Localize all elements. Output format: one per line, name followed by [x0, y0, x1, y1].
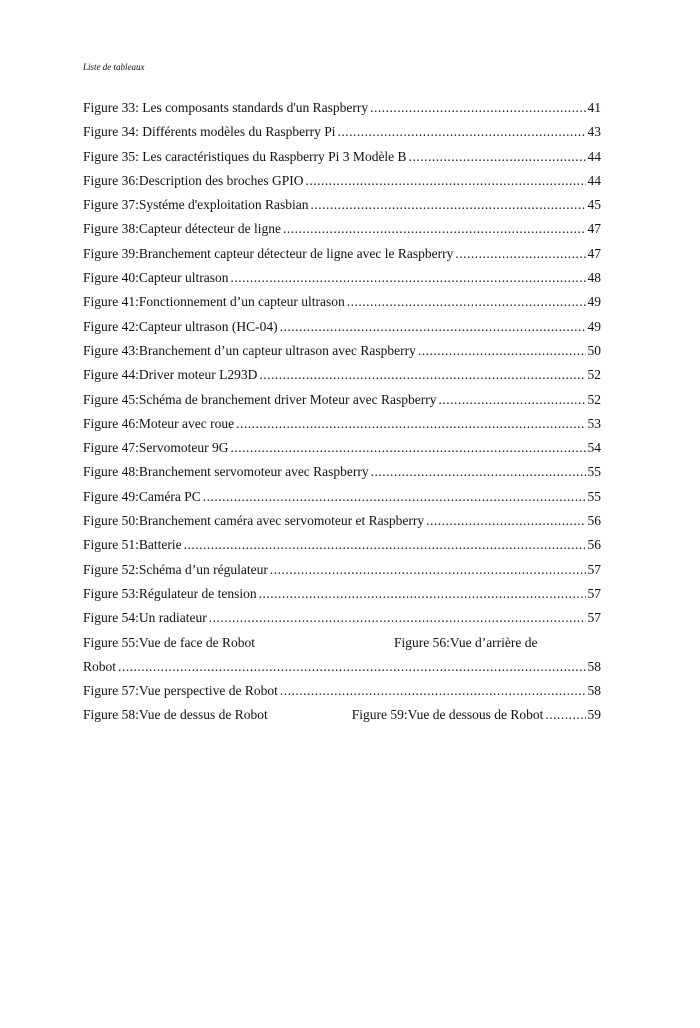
leader-dots [418, 343, 586, 359]
toc-entry-title: Figure 40:Capteur ultrason [83, 270, 229, 286]
toc-entry-title: Figure 57:Vue perspective de Robot [83, 683, 278, 699]
toc-entry-page: 49 [587, 294, 601, 310]
toc-entry[interactable] [83, 173, 601, 197]
toc-entry-page: 56 [587, 537, 601, 553]
toc-entry-title: Figure 48:Branchement servomoteur avec Raspberry [83, 464, 369, 480]
toc-entry[interactable] [83, 197, 601, 221]
toc-entry-title: Figure 45:Schéma de branchement driver Moteur avec Raspberry [83, 391, 437, 407]
toc-entry-page: 41 [587, 100, 601, 115]
leader-dots [305, 173, 585, 189]
toc-entry-title: Figure 55:Vue de face de Robot [83, 634, 256, 650]
toc-entry-page: 52 [587, 367, 601, 383]
leader-dots [259, 586, 586, 602]
toc-entry[interactable] [83, 562, 601, 586]
toc-entry-page: 47 [587, 245, 601, 261]
toc-entry-page: 57 [587, 585, 601, 601]
toc-entry[interactable] [83, 367, 601, 391]
toc-entry-title: Figure 47:Servomoteur 9G [83, 440, 229, 456]
toc-entry-title: Figure 37:Systéme d'exploitation Rasbian [83, 197, 309, 213]
toc-entry-page: 58 [587, 683, 601, 699]
toc-entry-page: 52 [587, 391, 601, 407]
toc-entry-title: Figure 43:Branchement d’un capteur ultrason avec Raspberry [83, 342, 416, 358]
leader-dots [280, 319, 586, 335]
toc-entry[interactable] [83, 294, 601, 318]
toc-entry[interactable] [83, 440, 601, 464]
leader-dots [270, 562, 586, 578]
toc-entry-page: 53 [587, 415, 601, 431]
toc-entry[interactable] [83, 392, 601, 416]
toc-entry-title: Figure 49:Caméra PC [83, 488, 201, 504]
toc-entry[interactable] [83, 270, 601, 294]
toc-entry[interactable] [83, 537, 601, 561]
toc-entry[interactable] [83, 246, 601, 270]
toc-entry-page: 57 [587, 610, 601, 626]
toc-entry-page: 49 [587, 318, 601, 334]
toc-entry-57[interactable] [83, 683, 601, 707]
leader-dots [426, 513, 585, 529]
leader-dots [259, 367, 585, 383]
leader-dots [230, 440, 585, 456]
toc-entry[interactable] [83, 416, 601, 440]
toc-entry-title: Figure 38:Capteur détecteur de ligne [83, 221, 281, 237]
page-header: Liste de tableaux [83, 62, 145, 72]
toc-entry[interactable] [83, 100, 601, 124]
toc-entry-title: Figure 50:Branchement caméra avec servomoteur et Raspberry [83, 513, 425, 529]
toc-entry-title: Figure 54:Un radiateur [83, 610, 207, 626]
leader-dots [280, 683, 586, 699]
toc-entry-title: Figure 53:Régulateur de tension [83, 585, 257, 601]
leader-dots [337, 124, 585, 140]
toc-entry-title: Figure 59:Vue de dessous de Robot [351, 707, 544, 723]
toc-entry[interactable] [83, 464, 601, 488]
toc-entry-title: Figure 46:Moteur avec roue [83, 415, 235, 431]
toc-entry-continuation[interactable] [83, 659, 601, 683]
toc-entry-page: 44 [587, 148, 601, 164]
toc-entry-title: Robot [83, 658, 117, 674]
toc-entry-page: 59 [587, 707, 601, 723]
toc-entry-55-56[interactable] [83, 635, 601, 659]
toc-entry-title: Figure 33: Les composants standards d'un Raspberry [83, 100, 369, 115]
toc-entry-title: Figure 34: Différents modèles du Raspberry Pi [83, 124, 336, 140]
toc-entry[interactable] [83, 319, 601, 343]
toc-entry-page: 56 [587, 513, 601, 529]
toc-entry[interactable] [83, 124, 601, 148]
leader-dots [455, 246, 585, 262]
toc-entry[interactable] [83, 513, 601, 537]
leader-dots [311, 197, 586, 213]
toc-entry[interactable] [83, 149, 601, 173]
leader-dots [184, 537, 586, 553]
toc-entry[interactable] [83, 586, 601, 610]
leader-dots [347, 294, 586, 310]
toc-entry-page: 44 [587, 172, 601, 188]
leader-dots [203, 489, 586, 505]
leader-dots [230, 270, 585, 286]
toc-entry-page: 55 [587, 464, 601, 480]
toc-entry-title: Figure 52:Schéma d’un régulateur [83, 561, 268, 577]
leader-dots [118, 659, 585, 675]
toc-entry-title: Figure 51:Batterie [83, 537, 182, 553]
toc-entry-title: Figure 41:Fonctionnement d’un capteur ultrason [83, 294, 345, 310]
toc-entry-title: Figure 56:Vue d’arrière de [394, 634, 538, 650]
toc-entry-58-59[interactable] [83, 707, 601, 731]
leader-dots [439, 392, 586, 408]
toc-entry-title: Figure 35: Les caractéristiques du Raspberry Pi 3 Modèle B [83, 148, 407, 164]
toc-entry[interactable] [83, 610, 601, 634]
toc-entry-page: 48 [587, 270, 601, 286]
leader-dots [409, 149, 586, 165]
toc-entry-title: Figure 42:Capteur ultrason (HC-04) [83, 318, 278, 334]
toc-entry[interactable] [83, 221, 601, 245]
toc-entry-page: 54 [587, 440, 601, 456]
toc-entry-page: 55 [587, 488, 601, 504]
toc-entry-page: 47 [587, 221, 601, 237]
toc-entry-page: 57 [587, 561, 601, 577]
leader-dots [545, 707, 585, 723]
toc-entry[interactable] [83, 343, 601, 367]
leader-dots [371, 464, 586, 480]
toc-entry-title: Figure 44:Driver moteur L293D [83, 367, 258, 383]
toc-entry-page: 43 [587, 124, 601, 140]
toc-entry-title: Figure 58:Vue de dessus de Robot [83, 707, 268, 723]
toc-entry-page: 50 [587, 342, 601, 358]
toc-entry-page: 45 [587, 197, 601, 213]
leader-dots [209, 610, 586, 626]
toc-entry-title: Figure 36:Description des broches GPIO [83, 172, 304, 188]
toc-entry-page: 58 [587, 658, 601, 674]
toc-entry[interactable] [83, 489, 601, 513]
leader-dots [370, 100, 585, 116]
leader-dots [236, 416, 585, 432]
leader-dots [283, 221, 586, 237]
toc-entry-title: Figure 39:Branchement capteur détecteur de ligne avec le Raspberry [83, 245, 454, 261]
table-of-figures [83, 100, 601, 732]
